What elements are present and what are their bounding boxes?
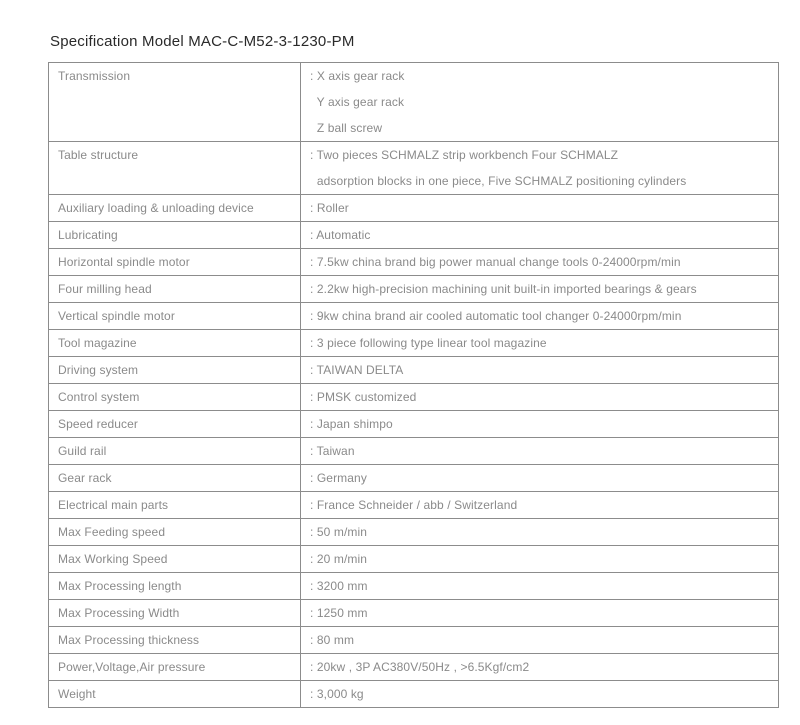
spec-value-line: : 3 piece following type linear tool magazine	[310, 336, 547, 350]
spec-value-line: : 80 mm	[310, 633, 355, 647]
spec-label-cell: Tool magazine	[49, 330, 301, 357]
spec-value-line: : Germany	[310, 471, 367, 485]
spec-value-line: : France Schneider / abb / Switzerland	[310, 498, 518, 512]
spec-value-line: : 50 m/min	[310, 525, 368, 539]
spec-label-cell: Guild rail	[49, 438, 301, 465]
table-row	[49, 330, 779, 357]
spec-value-line: : PMSK customized	[310, 390, 417, 404]
spec-label-cell: Table structure	[49, 142, 301, 195]
spec-value-cell	[301, 411, 779, 438]
spec-value-cell	[301, 519, 779, 546]
spec-label-cell: Control system	[49, 384, 301, 411]
spec-value-line: : 7.5kw china brand big power manual change tools 0-24000rpm/min	[310, 255, 681, 269]
spec-table-body	[49, 63, 779, 708]
spec-label-cell: Horizontal spindle motor	[49, 249, 301, 276]
spec-value-line: : Japan shimpo	[310, 417, 393, 431]
spec-value-line: : TAIWAN DELTA	[310, 363, 404, 377]
table-row	[49, 142, 779, 195]
spec-label-cell: Lubricating	[49, 222, 301, 249]
spec-value-cell	[301, 330, 779, 357]
spec-label-cell: Auxiliary loading & unloading device	[49, 195, 301, 222]
spec-value-cell	[301, 384, 779, 411]
spec-value-cell	[301, 222, 779, 249]
spec-label-cell: Four milling head	[49, 276, 301, 303]
table-row	[49, 249, 779, 276]
spec-value-cell	[301, 681, 779, 708]
spec-label-cell: Vertical spindle motor	[49, 303, 301, 330]
spec-value-cell	[301, 573, 779, 600]
table-row	[49, 222, 779, 249]
spec-value-cell	[301, 303, 779, 330]
spec-value-line: : 3200 mm	[310, 579, 368, 593]
table-row	[49, 384, 779, 411]
spec-table	[48, 62, 779, 708]
spec-value-line: : Two pieces SCHMALZ strip workbench Four SCHMALZ	[310, 148, 619, 162]
spec-value-cell	[301, 546, 779, 573]
spec-value-cell	[301, 465, 779, 492]
table-row	[49, 492, 779, 519]
spec-value-cell	[301, 195, 779, 222]
table-row	[49, 63, 779, 142]
table-row	[49, 303, 779, 330]
spec-value-cell	[301, 276, 779, 303]
spec-label-cell: Max Feeding speed	[49, 519, 301, 546]
spec-value-cell	[301, 249, 779, 276]
spec-value-cell	[301, 142, 779, 195]
spec-label-cell: Transmission	[49, 63, 301, 142]
table-row	[49, 654, 779, 681]
spec-value-line: : Taiwan	[310, 444, 355, 458]
spec-label-cell: Max Processing Width	[49, 600, 301, 627]
spec-value-cell	[301, 63, 779, 142]
spec-value-cell	[301, 600, 779, 627]
table-row	[49, 195, 779, 222]
spec-value-line: : 2.2kw high-precision machining unit built-in imported bearings & gears	[310, 282, 697, 296]
table-row	[49, 465, 779, 492]
spec-value-line: : 3,000 kg	[310, 687, 364, 701]
spec-value-cell	[301, 654, 779, 681]
spec-value-line: : X axis gear rack	[310, 69, 405, 83]
spec-label-cell: Max Processing thickness	[49, 627, 301, 654]
table-row	[49, 600, 779, 627]
table-row	[49, 573, 779, 600]
spec-value-line: : Roller	[310, 201, 349, 215]
spec-value-cell	[301, 438, 779, 465]
spec-label-cell: Power,Voltage,Air pressure	[49, 654, 301, 681]
spec-value-line: : Automatic	[310, 228, 371, 242]
table-row	[49, 411, 779, 438]
spec-value-line: adsorption blocks in one piece, Five SCHMALZ positioning cylinders	[310, 174, 687, 188]
spec-value-line: Y axis gear rack	[310, 95, 405, 109]
spec-value-line: : 20 m/min	[310, 552, 368, 566]
table-row	[49, 681, 779, 708]
spec-value-line: : 9kw china brand air cooled automatic tool changer 0-24000rpm/min	[310, 309, 682, 323]
spec-label-cell: Electrical main parts	[49, 492, 301, 519]
spec-value-cell	[301, 492, 779, 519]
spec-label-cell: Driving system	[49, 357, 301, 384]
spec-label-cell: Max Working Speed	[49, 546, 301, 573]
spec-label-cell: Max Processing length	[49, 573, 301, 600]
table-row	[49, 438, 779, 465]
spec-value-line: : 20kw , 3P AC380V/50Hz , >6.5Kgf/cm2	[310, 660, 530, 674]
table-row	[49, 357, 779, 384]
table-row	[49, 276, 779, 303]
spec-label-cell: Weight	[49, 681, 301, 708]
spec-label-cell: Speed reducer	[49, 411, 301, 438]
spec-value-cell	[301, 627, 779, 654]
spec-label-cell: Gear rack	[49, 465, 301, 492]
spec-value-cell	[301, 357, 779, 384]
table-row	[49, 519, 779, 546]
table-row	[49, 627, 779, 654]
table-row	[49, 546, 779, 573]
spec-value-line: : 1250 mm	[310, 606, 368, 620]
page-title: Specification Model MAC-C-M52-3-1230-PM	[50, 33, 355, 50]
spec-value-line: Z ball screw	[310, 121, 383, 135]
